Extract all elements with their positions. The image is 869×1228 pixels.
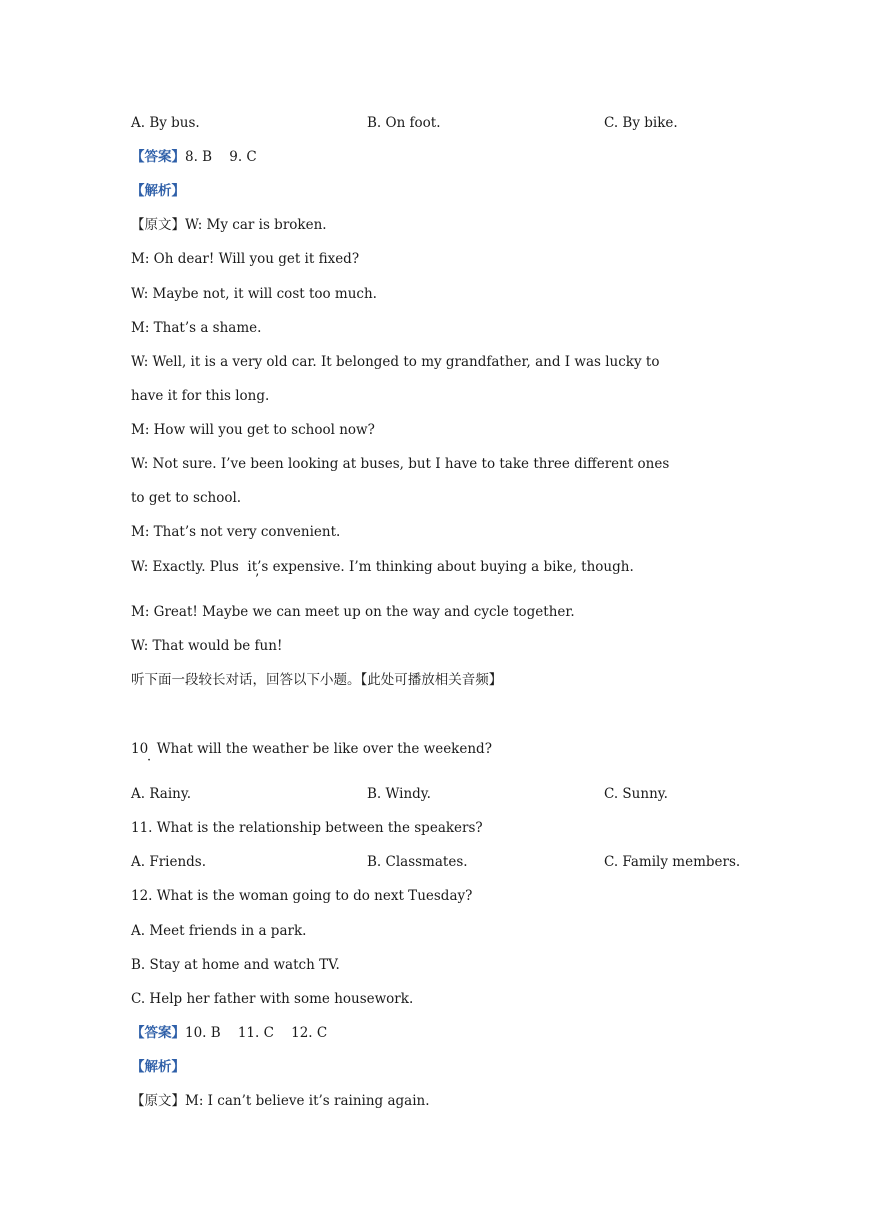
transcript-line: M: That’s not very convenient.: [131, 524, 341, 540]
listening-instruction: 听下面一段较长对话，回答以下小题。【此处可播放相关音频】: [131, 672, 503, 688]
transcript-text: M: I can’t believe it’s raining again.: [185, 1093, 430, 1109]
transcript-line: M: Oh dear! Will you get it fixed?: [131, 251, 360, 267]
q9-option-c: C. By bike.: [604, 115, 678, 131]
analysis-label-1: 【解析】: [131, 183, 185, 199]
transcript-line: M: How will you get to school now?: [131, 422, 375, 438]
q12-option-c: C. Help her father with some housework.: [131, 991, 414, 1007]
q10-option-a: A. Rainy.: [131, 786, 191, 802]
q11-option-b: B. Classmates.: [367, 854, 468, 870]
transcript-line: M: Great! Maybe we can meet up on the way and cycle together.: [131, 604, 575, 620]
answer-text: 8. B 9. C: [185, 149, 257, 165]
q10-option-c: C. Sunny.: [604, 786, 668, 802]
transcript-line-first: [131, 217, 327, 233]
answer-text: 10. B 11. C 12. C: [185, 1025, 328, 1041]
question-12: 12. What is the woman going to do next Tuesday?: [131, 888, 473, 904]
transcript-line: W: Not sure. I’ve been looking at buses, but I have to take three different ones: [131, 456, 670, 472]
q12-option-a: A. Meet friends in a park.: [131, 923, 307, 939]
q9-option-b: B. On foot.: [367, 115, 441, 131]
transcript-label: 【原文】: [131, 217, 185, 233]
transcript-line: W: Exactly. Plus it’s expensive. I’m thinking about buying a bike, though.: [131, 559, 634, 575]
answer-line-2: [131, 1025, 327, 1041]
stray-comma-mark: ’: [255, 572, 260, 587]
transcript-line: W: Maybe not, it will cost too much.: [131, 286, 377, 302]
transcript-line: to get to school.: [131, 490, 242, 506]
transcript-line: W: Well, it is a very old car. It belonged to my grandfather, and I was lucky to: [131, 354, 660, 370]
q10-option-b: B. Windy.: [367, 786, 431, 802]
transcript-line: W: That would be fun!: [131, 638, 283, 654]
answer-label: 【答案】: [131, 149, 185, 165]
question-10: 10 What will the weather be like over the weekend?: [131, 741, 492, 757]
q11-option-a: A. Friends.: [131, 854, 207, 870]
transcript-label: 【原文】: [131, 1093, 185, 1109]
stray-dot-mark: ·: [147, 753, 152, 768]
q12-option-b: B. Stay at home and watch TV.: [131, 957, 340, 973]
transcript-line: M: That’s a shame.: [131, 320, 262, 336]
answer-line-1: [131, 149, 257, 165]
q9-option-a: A. By bus.: [131, 115, 200, 131]
transcript-text: W: My car is broken.: [185, 217, 327, 233]
answer-label: 【答案】: [131, 1025, 185, 1041]
transcript2-line-first: [131, 1093, 430, 1109]
transcript-line: have it for this long.: [131, 388, 270, 404]
analysis-label-2: 【解析】: [131, 1059, 185, 1075]
question-11: 11. What is the relationship between the speakers?: [131, 820, 483, 836]
q11-option-c: C. Family members.: [604, 854, 741, 870]
